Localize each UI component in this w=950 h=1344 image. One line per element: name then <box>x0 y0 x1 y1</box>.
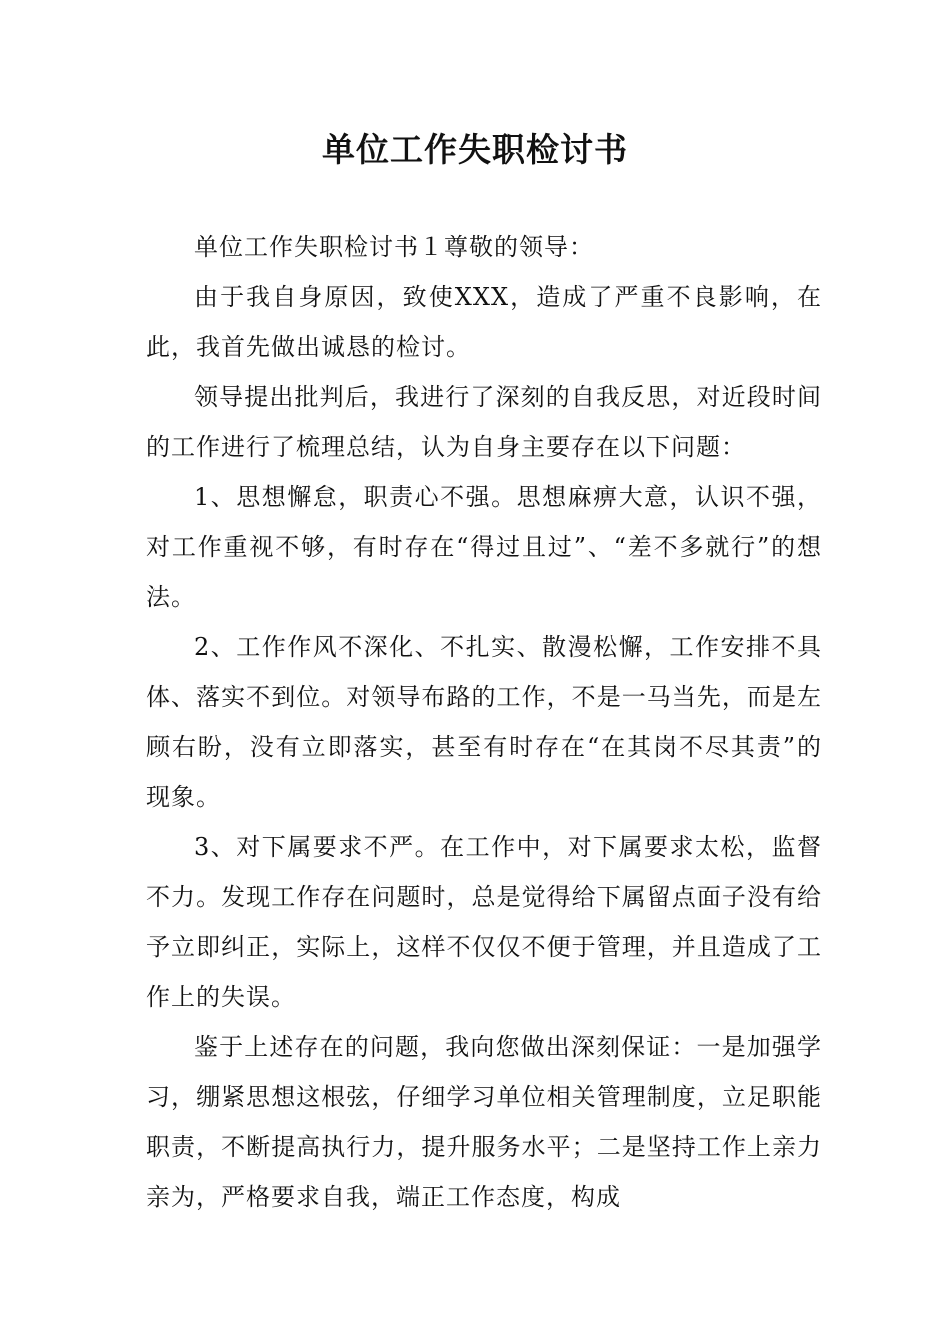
paragraph-issue-3: 3、对下属要求不严。在工作中，对下属要求太松，监督不力。发现工作存在问题时，总是觉得给下属留点面子没有给予立即纠正，实际上，这样不仅仅不便于管理，并且造成了工作上的失误。 <box>146 833 822 1011</box>
paragraph-pledge: 鉴于上述存在的问题，我向您做出深刻保证：一是加强学习，绷紧思想这根弦，仔细学习单位相关管理制度，立足职能职责，不断提高执行力，提升服务水平；二是坚持工作上亲力亲为，严格要求自我，端正工作态度，构成 <box>146 1033 822 1211</box>
paragraph-salutation: 单位工作失职检讨书１尊敬的领导： <box>194 233 594 261</box>
paragraph-issue-1: 1、思想懈怠，职责心不强。思想麻痹大意，认识不强，对工作重视不够，有时存在“得过且过”、“差不多就行”的想法。 <box>146 483 822 611</box>
paragraph-intro: 由于我自身原因，致使XXX，造成了严重不良影响，在此，我首先做出诚恳的检讨。 <box>146 283 822 361</box>
paragraph-issue-2: 2、工作作风不深化、不扎实、散漫松懈，工作安排不具体、落实不到位。对领导布路的工作，不是一马当先，而是左顾右盼，没有立即落实，甚至有时存在“在其岗不尽其责”的现象。 <box>146 633 822 811</box>
document-body <box>146 222 822 1222</box>
document-title: 单位工作失职检讨书 <box>322 130 628 169</box>
paragraph-reflection: 领导提出批判后，我进行了深刻的自我反思，对近段时间的工作进行了梳理总结，认为自身主要存在以下问题： <box>146 383 822 461</box>
